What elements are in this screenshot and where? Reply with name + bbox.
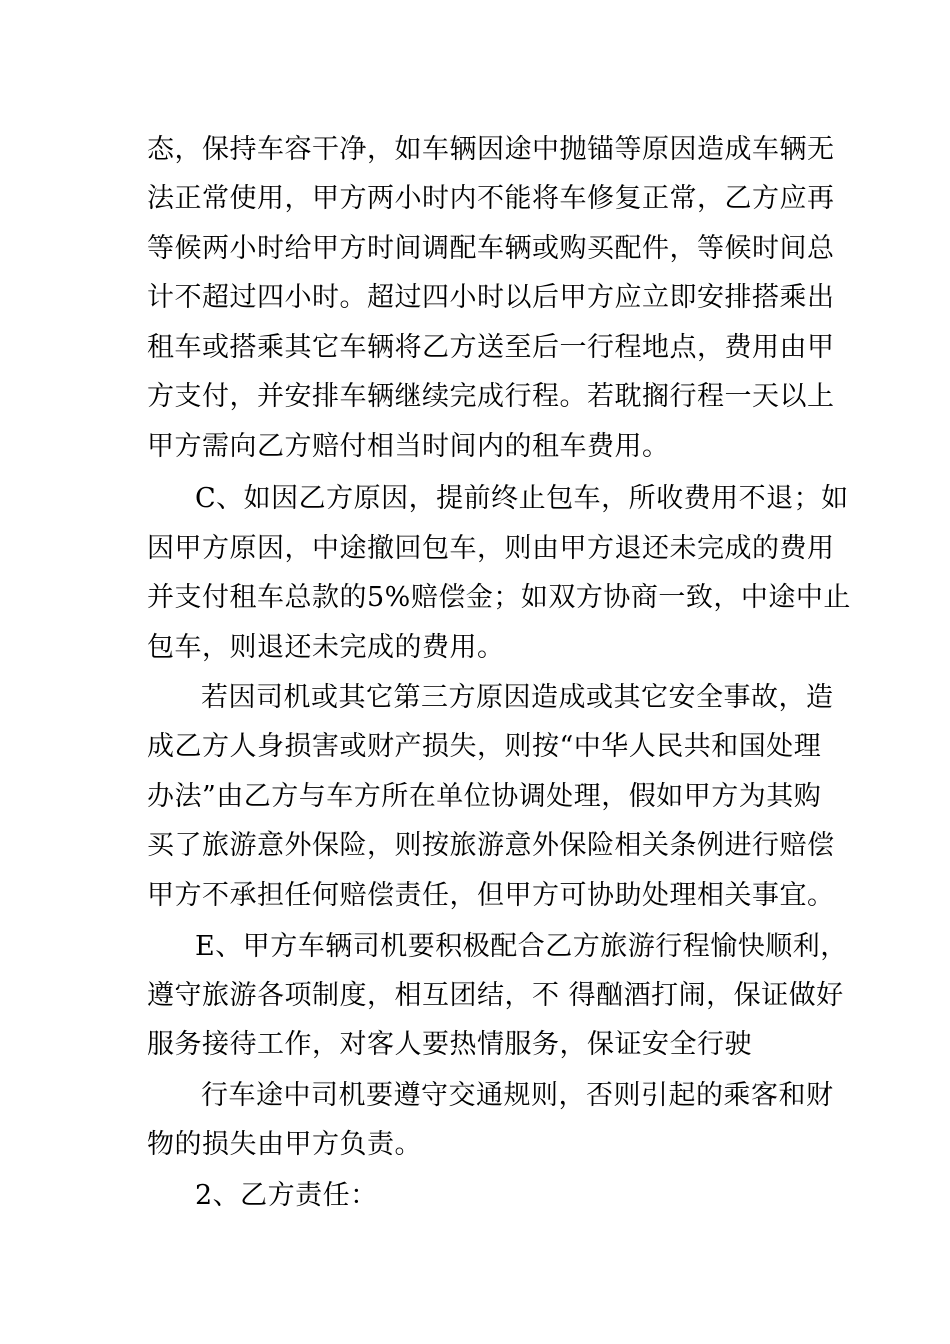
paragraph-first-line: 行车途中司机要遵守交通规则，否则引起的乘客和财 (201, 1080, 834, 1111)
text-line: 物的损失由甲方负责。 (147, 1129, 422, 1160)
text-line: 态，保持车容干净，如车辆因途中抛锚等原因造成车辆无 (147, 134, 835, 165)
text-line: 计不超过四小时。超过四小时以后甲方应立即安排搭乘出 (147, 282, 835, 313)
text-line: 办法”由乙方与车方所在单位协调处理，假如甲方为其购 (147, 781, 822, 812)
text-line: 包车，则退还未完成的费用。 (147, 632, 505, 663)
text-line: 成乙方人身损害或财产损失，则按“中华人民共和国处理 (147, 731, 822, 762)
text-line: 因甲方原因，中途撤回包车，则由甲方退还未完成的费用 (147, 533, 835, 564)
section-heading: 2、乙方责任： (195, 1180, 378, 1211)
text-line: 甲方需向乙方赔付相当时间内的租车费用。 (147, 431, 670, 462)
text-line: 遵守旅游各项制度，相互团结，不 得酗酒打闹，保证做好 (147, 980, 844, 1011)
text-line: 法正常使用，甲方两小时内不能将车修复正常，乙方应再 (147, 183, 835, 214)
text-line: 方支付，并安排车辆继续完成行程。若耽搁行程一天以上 (147, 381, 835, 412)
text-line: 并支付租车总款的5%赔偿金；如双方协商一致，中途中止 (147, 582, 851, 613)
text-line: 租车或搭乘其它车辆将乙方送至后一行程地点，费用由甲 (147, 332, 835, 363)
text-line: 买了旅游意外保险，则按旅游意外保险相关条例进行赔偿 (147, 830, 835, 861)
paragraph-first-line: E、甲方车辆司机要积极配合乙方旅游行程愉快顺利， (195, 931, 848, 962)
text-line: 服务接待工作，对客人要热情服务，保证安全行驶 (147, 1029, 752, 1060)
text-line: 等候两小时给甲方时间调配车辆或购买配件，等候时间总 (147, 233, 835, 264)
text-line: 甲方不承担任何赔偿责任，但甲方可协助处理相关事宜。 (147, 880, 835, 911)
paragraph-first-line: 若因司机或其它第三方原因造成或其它安全事故，造 (201, 682, 834, 713)
paragraph-first-line: C、如因乙方原因，提前终止包车，所收费用不退；如 (195, 483, 849, 514)
